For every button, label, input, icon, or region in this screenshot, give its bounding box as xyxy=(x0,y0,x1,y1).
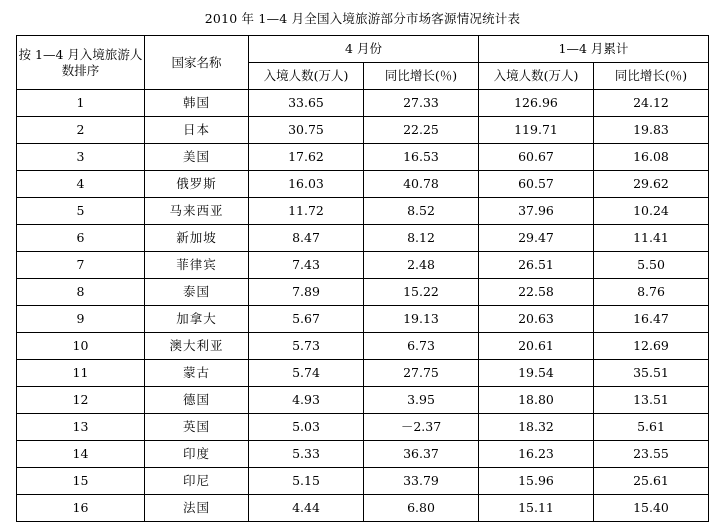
table-row xyxy=(16,495,708,522)
cell-cumulative-growth: 12.69 xyxy=(593,333,708,360)
cell-cumulative-arrivals: 18.80 xyxy=(478,387,593,414)
cell-cumulative-arrivals: 22.58 xyxy=(478,279,593,306)
cell-country: 俄罗斯 xyxy=(144,171,248,198)
cell-april-arrivals: 4.44 xyxy=(248,495,363,522)
cell-rank: 3 xyxy=(16,144,144,171)
table-row xyxy=(16,144,708,171)
page-title: 2010 年 1—4 月全国入境旅游部分市场客源情况统计表 xyxy=(204,11,521,26)
cell-cumulative-growth: 5.50 xyxy=(593,252,708,279)
cell-april-growth: 2.48 xyxy=(363,252,478,279)
cell-cumulative-arrivals: 126.96 xyxy=(478,90,593,117)
cell-country: 马来西亚 xyxy=(144,198,248,225)
column-header-cumulative-growth: 同比增长(％) xyxy=(593,63,708,90)
table-row xyxy=(16,225,708,252)
table-header xyxy=(16,36,708,90)
cell-rank: 8 xyxy=(16,279,144,306)
cell-cumulative-arrivals: 20.61 xyxy=(478,333,593,360)
cell-country: 美国 xyxy=(144,144,248,171)
cell-rank: 6 xyxy=(16,225,144,252)
cell-april-arrivals: 5.74 xyxy=(248,360,363,387)
cell-april-growth: 36.37 xyxy=(363,441,478,468)
cell-cumulative-growth: 19.83 xyxy=(593,117,708,144)
table-row xyxy=(16,441,708,468)
cell-cumulative-growth: 15.40 xyxy=(593,495,708,522)
cell-cumulative-growth: 29.62 xyxy=(593,171,708,198)
cell-cumulative-arrivals: 37.96 xyxy=(478,198,593,225)
cell-april-growth: 6.73 xyxy=(363,333,478,360)
cell-cumulative-arrivals: 119.71 xyxy=(478,117,593,144)
cell-rank: 2 xyxy=(16,117,144,144)
column-header-april-arrivals: 入境人数(万人) xyxy=(248,63,363,90)
cell-cumulative-growth: 13.51 xyxy=(593,387,708,414)
cell-rank: 16 xyxy=(16,495,144,522)
cell-country: 印尼 xyxy=(144,468,248,495)
cell-cumulative-arrivals: 15.11 xyxy=(478,495,593,522)
cell-rank: 9 xyxy=(16,306,144,333)
statistics-table xyxy=(16,35,709,522)
cell-april-arrivals: 16.03 xyxy=(248,171,363,198)
cell-rank: 15 xyxy=(16,468,144,495)
cell-cumulative-arrivals: 15.96 xyxy=(478,468,593,495)
cell-rank: 7 xyxy=(16,252,144,279)
cell-cumulative-arrivals: 20.63 xyxy=(478,306,593,333)
cell-rank: 13 xyxy=(16,414,144,441)
cell-cumulative-growth: 5.61 xyxy=(593,414,708,441)
table-row xyxy=(16,198,708,225)
cell-april-growth: －2.37 xyxy=(363,414,478,441)
cell-cumulative-arrivals: 18.32 xyxy=(478,414,593,441)
cell-april-arrivals: 5.33 xyxy=(248,441,363,468)
column-header-april-growth: 同比增长(％) xyxy=(363,63,478,90)
column-header-rank: 按 1—4 月入境旅游人数排序 xyxy=(16,36,144,90)
cell-april-arrivals: 5.03 xyxy=(248,414,363,441)
table-row xyxy=(16,279,708,306)
cell-april-arrivals: 30.75 xyxy=(248,117,363,144)
cell-april-arrivals: 7.43 xyxy=(248,252,363,279)
cell-cumulative-growth: 10.24 xyxy=(593,198,708,225)
cell-country: 韩国 xyxy=(144,90,248,117)
cell-april-arrivals: 8.47 xyxy=(248,225,363,252)
cell-april-growth: 3.95 xyxy=(363,387,478,414)
cell-cumulative-arrivals: 19.54 xyxy=(478,360,593,387)
cell-april-arrivals: 33.65 xyxy=(248,90,363,117)
cell-april-growth: 6.80 xyxy=(363,495,478,522)
cell-rank: 4 xyxy=(16,171,144,198)
cell-cumulative-arrivals: 60.67 xyxy=(478,144,593,171)
cell-april-growth: 8.12 xyxy=(363,225,478,252)
column-group-header-april: 4 月份 xyxy=(248,36,478,63)
cell-cumulative-growth: 35.51 xyxy=(593,360,708,387)
cell-country: 德国 xyxy=(144,387,248,414)
cell-april-arrivals: 5.73 xyxy=(248,333,363,360)
cell-april-arrivals: 5.15 xyxy=(248,468,363,495)
table-row xyxy=(16,252,708,279)
cell-cumulative-growth: 16.08 xyxy=(593,144,708,171)
cell-country: 加拿大 xyxy=(144,306,248,333)
cell-april-growth: 27.75 xyxy=(363,360,478,387)
cell-country: 法国 xyxy=(144,495,248,522)
cell-april-growth: 27.33 xyxy=(363,90,478,117)
cell-rank: 1 xyxy=(16,90,144,117)
cell-april-growth: 16.53 xyxy=(363,144,478,171)
cell-country: 蒙古 xyxy=(144,360,248,387)
cell-april-growth: 19.13 xyxy=(363,306,478,333)
cell-country: 澳大利亚 xyxy=(144,333,248,360)
cell-april-arrivals: 7.89 xyxy=(248,279,363,306)
cell-country: 印度 xyxy=(144,441,248,468)
table-row xyxy=(16,117,708,144)
cell-cumulative-growth: 16.47 xyxy=(593,306,708,333)
cell-rank: 10 xyxy=(16,333,144,360)
cell-rank: 11 xyxy=(16,360,144,387)
table-row xyxy=(16,414,708,441)
cell-cumulative-arrivals: 16.23 xyxy=(478,441,593,468)
cell-april-growth: 40.78 xyxy=(363,171,478,198)
cell-cumulative-growth: 8.76 xyxy=(593,279,708,306)
table-body xyxy=(16,90,708,522)
cell-cumulative-arrivals: 26.51 xyxy=(478,252,593,279)
cell-april-arrivals: 17.62 xyxy=(248,144,363,171)
cell-cumulative-arrivals: 29.47 xyxy=(478,225,593,252)
cell-april-growth: 15.22 xyxy=(363,279,478,306)
cell-rank: 14 xyxy=(16,441,144,468)
cell-rank: 12 xyxy=(16,387,144,414)
table-row xyxy=(16,171,708,198)
cell-country: 英国 xyxy=(144,414,248,441)
cell-april-arrivals: 11.72 xyxy=(248,198,363,225)
cell-cumulative-growth: 23.55 xyxy=(593,441,708,468)
cell-cumulative-arrivals: 60.57 xyxy=(478,171,593,198)
table-header-row-1 xyxy=(16,36,708,63)
cell-cumulative-growth: 11.41 xyxy=(593,225,708,252)
cell-country: 菲律宾 xyxy=(144,252,248,279)
cell-april-arrivals: 4.93 xyxy=(248,387,363,414)
table-row xyxy=(16,306,708,333)
table-row xyxy=(16,333,708,360)
cell-country: 日本 xyxy=(144,117,248,144)
cell-cumulative-growth: 25.61 xyxy=(593,468,708,495)
cell-country: 泰国 xyxy=(144,279,248,306)
cell-april-growth: 22.25 xyxy=(363,117,478,144)
column-header-country: 国家名称 xyxy=(144,36,248,90)
column-header-cumulative-arrivals: 入境人数(万人) xyxy=(478,63,593,90)
column-group-header-cumulative: 1—4 月累计 xyxy=(478,36,708,63)
cell-april-growth: 33.79 xyxy=(363,468,478,495)
cell-cumulative-growth: 24.12 xyxy=(593,90,708,117)
table-row xyxy=(16,360,708,387)
table-row xyxy=(16,387,708,414)
cell-country: 新加坡 xyxy=(144,225,248,252)
table-row xyxy=(16,468,708,495)
table-row xyxy=(16,90,708,117)
cell-rank: 5 xyxy=(16,198,144,225)
cell-april-arrivals: 5.67 xyxy=(248,306,363,333)
cell-april-growth: 8.52 xyxy=(363,198,478,225)
